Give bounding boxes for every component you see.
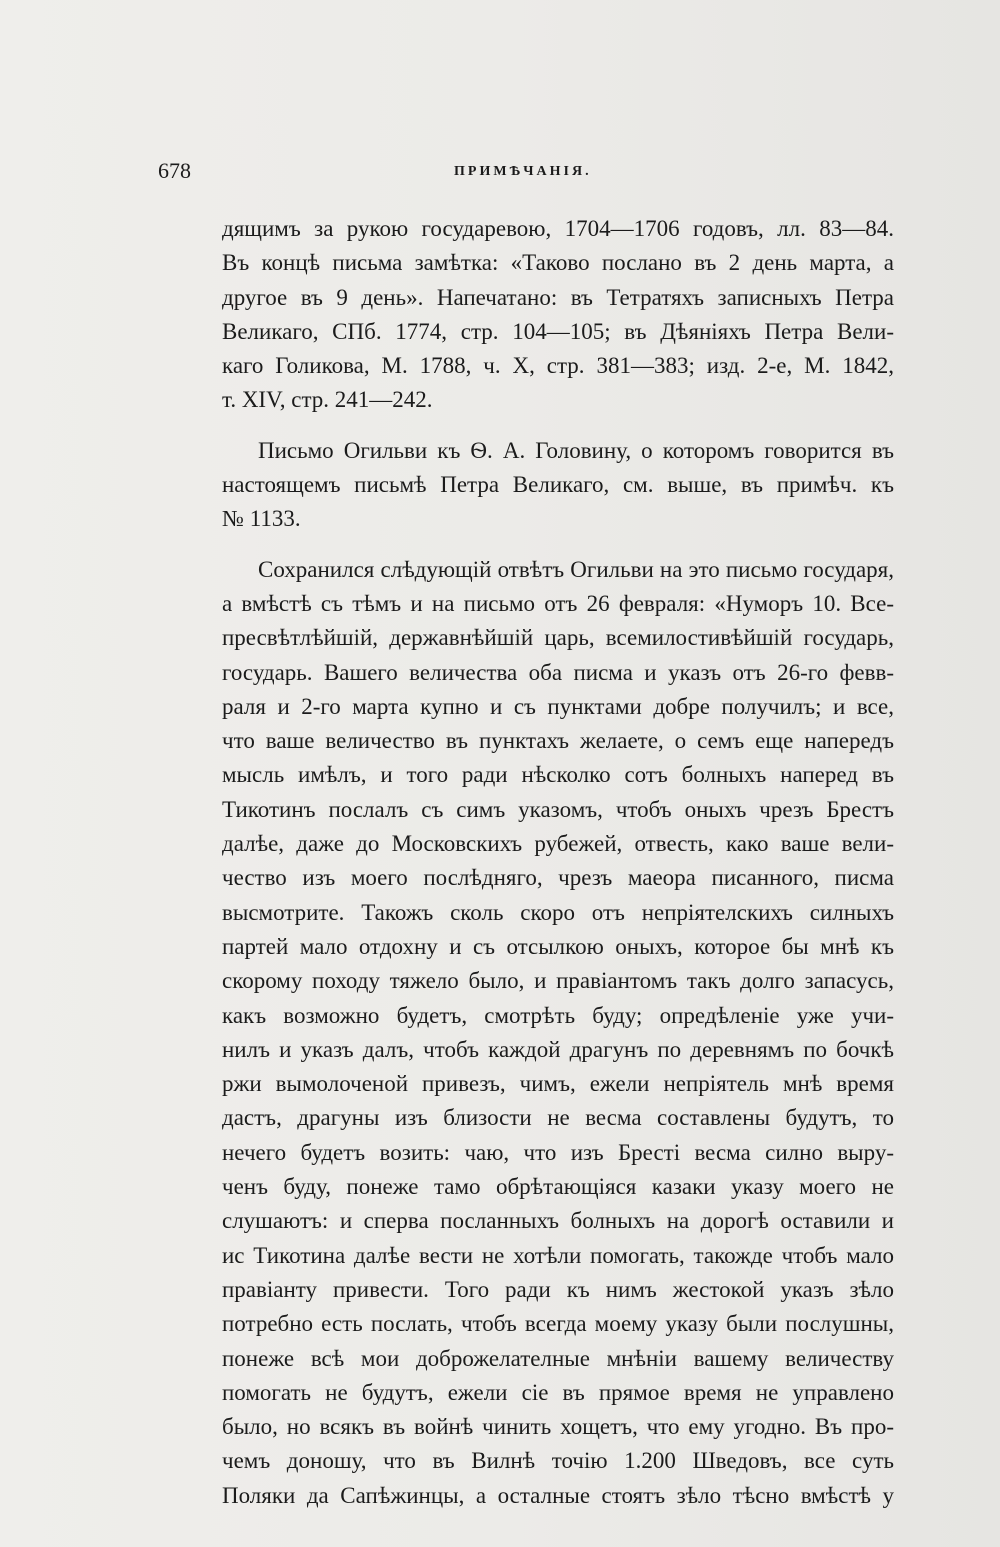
text-line: государь. Вашего величества оба писма и указъ отъ 26-го февв-	[222, 659, 894, 685]
text-line: настоящемъ письмѣ Петра Великаго, см. выше, въ примѣч. къ	[222, 472, 894, 498]
text-line: нечего будетъ возить: чаю, что изъ Бресті весма силно выру-	[222, 1139, 894, 1165]
text-line: что ваше величество въ пунктахъ желаете, о семъ еще напередъ	[222, 728, 894, 754]
text-line: потребно есть послать, чтобъ всегда моему указу были послушны,	[222, 1311, 894, 1337]
text-line: а вмѣстѣ съ тѣмъ и на письмо отъ 26 февраля: «Нуморъ 10. Все-	[222, 590, 894, 616]
text-line: ченъ буду, понеже тамо обрѣтающіяся казаки указу моего не	[222, 1174, 894, 1200]
text-line: скорому походу тяжело было, и правіантомъ такъ долго запасусь,	[222, 968, 894, 994]
text-line: высмотрите. Такожъ сколь скоро отъ непріятелскихъ силныхъ	[222, 899, 894, 925]
text-line: какъ возможно будетъ, смотрѣть буду; опредѣленіе уже учи-	[222, 1002, 894, 1028]
text-line: ржи вымолоченой привезъ, чимъ, ежели непріятель мнѣ время	[222, 1071, 894, 1097]
text-line: партей мало отдохну и съ отсылкою оныхъ, которое бы мнѣ къ	[222, 933, 894, 959]
header-title: ПРИМѢЧАНІЯ.	[454, 164, 592, 179]
text-line: раля и 2-го марта купно и съ пунктами добре получилъ; и все,	[222, 693, 894, 719]
text-line: каго Голикова, М. 1788, ч. X, стр. 381—383; изд. 2-е, М. 1842,	[222, 353, 894, 379]
text-line: Письмо Огильви къ Ѳ. А. Головину, о которомъ говорится въ	[258, 437, 894, 463]
text-line: Поляки да Сапѣжинцы, а осталные стоятъ зѣло тѣсно вмѣстѣ у	[222, 1482, 894, 1508]
text-line: Сохранился слѣдующій отвѣтъ Огильви на это письмо государя,	[258, 556, 894, 582]
text-line: Великаго, СПб. 1774, стр. 104—105; въ Дѣяніяхъ Петра Вели-	[222, 318, 894, 344]
text-line: чество изъ моего послѣдняго, чрезъ маеора писанного, писма	[222, 865, 894, 891]
text-line: другое въ 9 день». Напечатано: въ Тетратяхъ записныхъ Петра	[222, 284, 894, 310]
text-line: далѣе, даже до Московскихъ рубежей, отвесть, како ваше вели-	[222, 831, 894, 857]
text-line: правіанту привести. Того ради къ нимъ жестокой указъ зѣло	[222, 1276, 894, 1302]
text-line: Въ концѣ письма замѣтка: «Таково послано въ 2 день марта, а	[222, 250, 894, 276]
text-line: понеже всѣ мои доброжелателные мнѣніи вашему величеству	[222, 1345, 894, 1371]
text-line: мысль имѣлъ, и того ради нѣсколко сотъ болныхъ наперед въ	[222, 762, 894, 788]
text-line: помогать не будутъ, ежели сіе въ прямое время не управлено	[222, 1379, 894, 1405]
text-line: пресвѣтлѣйшій, державнѣйшій царь, всемилостивѣйшій государь,	[222, 625, 894, 651]
text-line: нилъ и указъ далъ, чтобъ каждой драгунъ по деревнямъ по бочкѣ	[222, 1036, 894, 1062]
text-line: чемъ доношу, что въ Вилнѣ точію 1.200 Шведовъ, все суть	[222, 1448, 894, 1474]
text-line: дящимъ за рукою государевою, 1704—1706 годовъ, лл. 83—84.	[222, 216, 894, 241]
text-line: дастъ, драгуны изъ близости не весма составлены будутъ, то	[222, 1105, 894, 1131]
text-line: ис Тикотина далѣе вести не хотѣли помогать, такожде чтобъ мало	[222, 1242, 894, 1268]
paragraph-3	[222, 553, 894, 1513]
text-line: № 1133.	[222, 506, 301, 532]
body-text	[222, 212, 894, 1513]
paragraph-1	[222, 212, 894, 418]
text-line: слушаютъ: и сперва посланныхъ болныхъ на дорогѣ оставили и	[222, 1208, 894, 1234]
page-number: 678	[158, 158, 191, 183]
text-line: т. XIV, стр. 241—242.	[222, 387, 433, 413]
text-line: было, но всякъ въ войнѣ чинить хощетъ, что ему угодно. Въ про-	[222, 1414, 894, 1440]
running-header	[158, 150, 898, 190]
text-line: Тикотинъ послалъ съ симъ указомъ, чтобъ оныхъ чрезъ Брестъ	[222, 796, 894, 822]
paragraph-2	[222, 434, 894, 537]
